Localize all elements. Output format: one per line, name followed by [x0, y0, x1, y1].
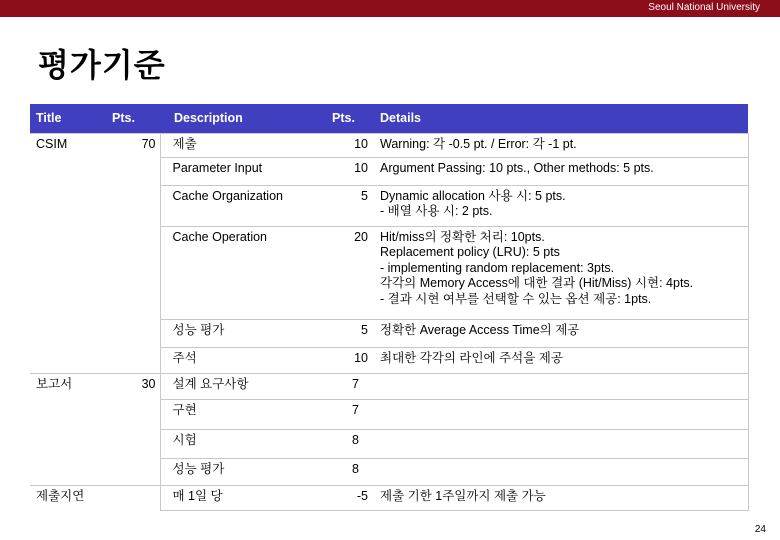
description-cell: 성능 평가 — [160, 319, 332, 347]
item-points-cell: -5 — [332, 485, 374, 510]
details-cell: 정확한 Average Access Time의 제공 — [374, 319, 748, 347]
university-name: Seoul National University — [648, 2, 760, 13]
group-title-cell: 보고서 — [30, 373, 106, 399]
table-row — [30, 157, 748, 185]
description-cell: 설계 요구사항 — [160, 373, 332, 399]
item-points-cell: 10 — [332, 133, 374, 157]
table-row — [30, 133, 748, 157]
header-title: Title — [30, 104, 106, 133]
item-points-cell: 7 — [332, 399, 374, 429]
group-title-cell — [30, 157, 106, 185]
slide-title: 평가기준 — [38, 46, 166, 84]
item-points-cell: 5 — [332, 185, 374, 226]
header-details: Details — [374, 104, 748, 133]
details-cell: 제출 기한 1주일까지 제출 가능 — [374, 485, 748, 510]
group-title-cell — [30, 429, 106, 458]
page-number: 24 — [754, 524, 766, 535]
table-row — [30, 226, 748, 319]
description-cell: 구현 — [160, 399, 332, 429]
item-points-cell: 5 — [332, 319, 374, 347]
table-row — [30, 429, 748, 458]
header-description: Description — [160, 104, 332, 133]
table-row — [30, 347, 748, 373]
group-title-cell: 제출지연 — [30, 485, 106, 510]
group-points-cell — [106, 226, 160, 319]
group-points-cell — [106, 429, 160, 458]
description-cell: Cache Organization — [160, 185, 332, 226]
group-points-cell — [106, 399, 160, 429]
description-cell: 시험 — [160, 429, 332, 458]
grading-criteria-table — [30, 104, 749, 511]
table-header-row — [30, 104, 748, 133]
details-cell: Dynamic allocation 사용 시: 5 pts. - 배열 사용 시: 2 pts. — [374, 185, 748, 226]
description-cell: 제출 — [160, 133, 332, 157]
item-points-cell: 8 — [332, 458, 374, 485]
header-bar — [0, 0, 780, 17]
group-points-cell: 30 — [106, 373, 160, 399]
details-cell: Warning: 각 -0.5 pt. / Error: 각 -1 pt. — [374, 133, 748, 157]
item-points-cell: 8 — [332, 429, 374, 458]
details-cell — [374, 373, 748, 399]
group-points-cell — [106, 458, 160, 485]
details-cell: 최대한 각각의 라인에 주석을 제공 — [374, 347, 748, 373]
description-cell: 매 1일 당 — [160, 485, 332, 510]
item-points-cell: 10 — [332, 347, 374, 373]
description-cell: 주석 — [160, 347, 332, 373]
item-points-cell: 10 — [332, 157, 374, 185]
group-title-cell — [30, 319, 106, 347]
description-cell: Cache Operation — [160, 226, 332, 319]
description-cell: 성능 평가 — [160, 458, 332, 485]
table-row — [30, 485, 748, 510]
table-row — [30, 458, 748, 485]
table-row — [30, 399, 748, 429]
group-points-cell — [106, 485, 160, 510]
group-points-cell — [106, 157, 160, 185]
group-title-cell — [30, 226, 106, 319]
details-cell — [374, 399, 748, 429]
group-points-cell: 70 — [106, 133, 160, 157]
table-row — [30, 319, 748, 347]
item-points-cell: 7 — [332, 373, 374, 399]
table-row — [30, 185, 748, 226]
details-cell — [374, 458, 748, 485]
item-points-cell: 20 — [332, 226, 374, 319]
group-points-cell — [106, 347, 160, 373]
table-row — [30, 373, 748, 399]
description-cell: Parameter Input — [160, 157, 332, 185]
group-points-cell — [106, 185, 160, 226]
group-title-cell — [30, 399, 106, 429]
header-pts-detail: Pts. — [332, 104, 374, 133]
header-pts: Pts. — [106, 104, 160, 133]
details-cell: Argument Passing: 10 pts., Other methods: 5 pts. — [374, 157, 748, 185]
group-title-cell: CSIM — [30, 133, 106, 157]
group-title-cell — [30, 347, 106, 373]
group-points-cell — [106, 319, 160, 347]
group-title-cell — [30, 458, 106, 485]
details-cell — [374, 429, 748, 458]
group-title-cell — [30, 185, 106, 226]
details-cell: Hit/miss의 정확한 처리: 10pts. Replacement policy (LRU): 5 pts - implementing random replacement: 3pts. 각각의 Memory Access에 대한 결과 (Hit/Miss) 시현: 4pts. - 결과 시현 여부를 선택할 수 있는 옵션 제공: 1pts. — [374, 226, 748, 319]
